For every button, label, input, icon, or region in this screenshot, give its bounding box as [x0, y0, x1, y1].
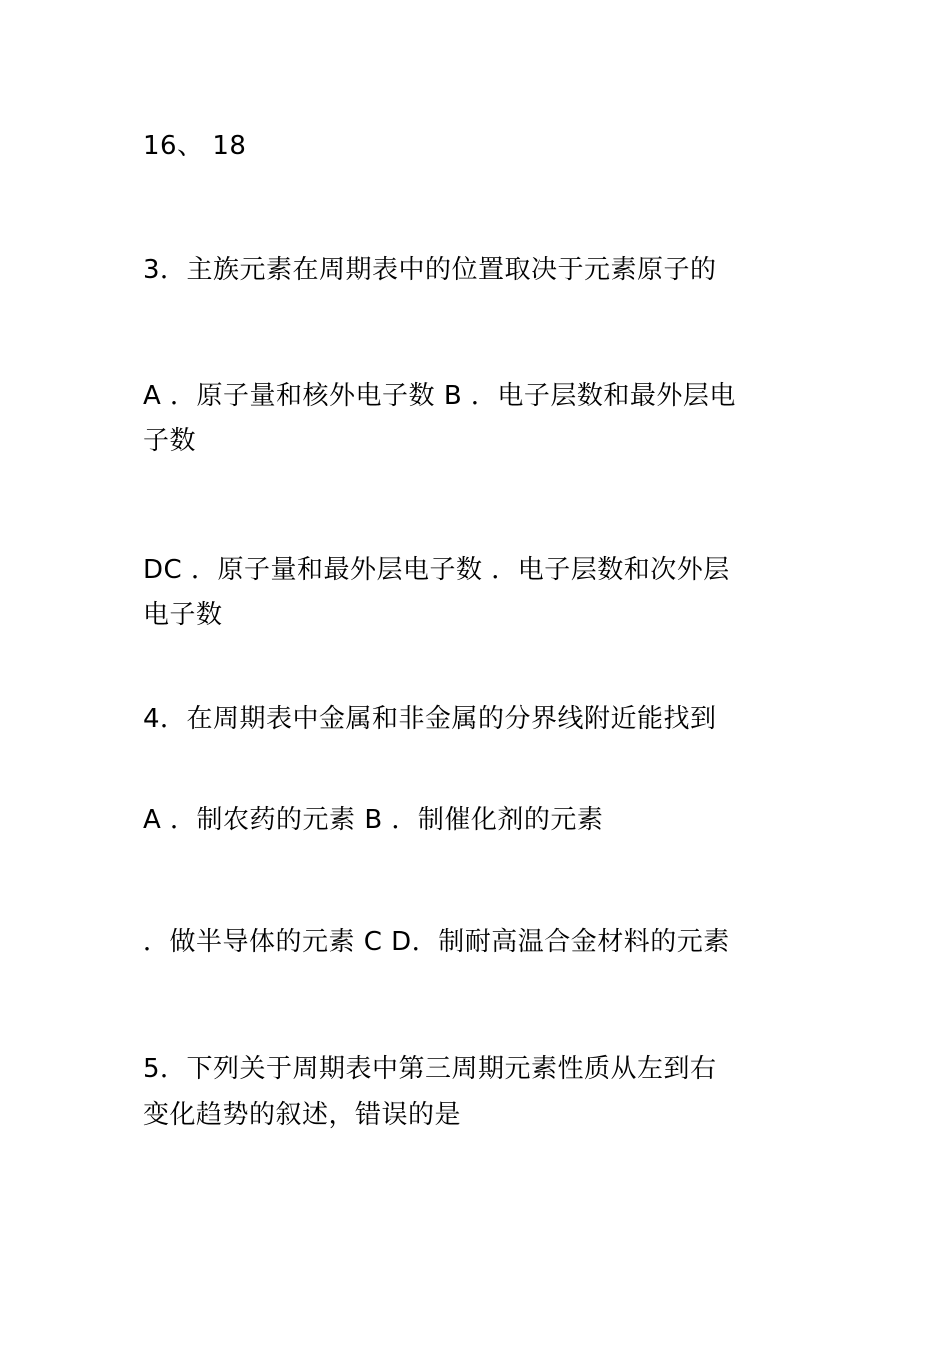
question-3-options-cd: DC ．原子量和最外层电子数 ．电子层数和次外层 [143, 555, 730, 585]
question-3-stem: 3．主族元素在周期表中的位置取决于元素原子的 [143, 255, 717, 285]
question-5-stem: 5．下列关于周期表中第三周期元素性质从左到右 [143, 1054, 717, 1084]
question-4-options-ab: A ．制农药的元素 B ．制催化剂的元素 [143, 805, 604, 835]
question-5-stem-continued: 变化趋势的叙述，错误的是 [143, 1100, 462, 1130]
question-3-options-cd-continued: 电子数 [143, 600, 223, 630]
question-4-stem: 4．在周期表中金属和非金属的分界线附近能找到 [143, 704, 717, 734]
question-3-options-ab: A ．原子量和核外电子数 B ．电子层数和最外层电 [143, 381, 736, 411]
text-line-answer-fragment: 16、 18 [143, 131, 247, 161]
question-3-options-ab-continued: 子数 [143, 426, 197, 456]
question-4-options-cd: ．做半导体的元素 C D．制耐高温合金材料的元素 [143, 927, 730, 957]
